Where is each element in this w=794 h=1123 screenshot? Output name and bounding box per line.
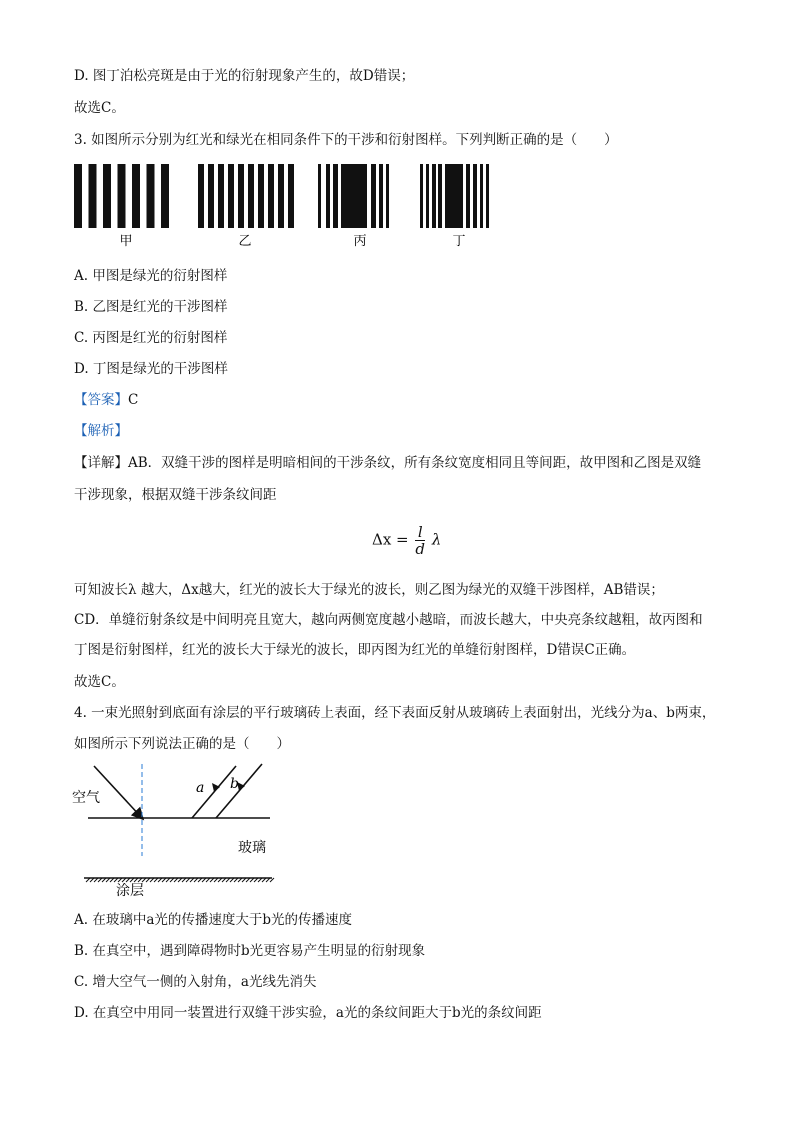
fringe-bar (228, 164, 234, 228)
air-label: 空气 (72, 790, 100, 806)
label-ding: 丁 (452, 234, 466, 249)
fringe-bar (473, 164, 477, 228)
label-yi: 乙 (238, 234, 252, 249)
fringe-bar (466, 164, 470, 228)
glass-label: 玻璃 (238, 840, 266, 856)
fringe-bar (161, 164, 169, 228)
fringe-bar (208, 164, 214, 228)
text-line: D. 图丁泊松亮斑是由于光的衍射现象产生的，故D错误； (74, 68, 415, 84)
option-d: D. 丁图是绿光的干涉图样 (74, 361, 228, 377)
fringe-bars (74, 164, 489, 228)
text-line: 【详解】AB．双缝干涉的图样是明暗相间的干涉条纹，所有条纹宽度相同且等间距，故甲图和乙图是双缝 (74, 455, 702, 471)
fringe-bar (147, 164, 155, 228)
formula-rhs: λ (431, 530, 442, 549)
analysis-tag: 【解析】 (74, 423, 128, 439)
question-4: 4. 一束光照射到底面有涂层的平行玻璃砖上表面，经下表面反射从玻璃砖上表面射出，光线分为a、b两束， (74, 705, 716, 721)
answer-tag: 【答案】 (74, 392, 128, 408)
fringe-bar (74, 164, 82, 228)
option-a: A. 甲图是绿光的衍射图样 (74, 268, 228, 284)
fringe-bar (341, 164, 367, 228)
text-line: CD．单缝衍射条纹是中间明亮且宽大，越向两侧宽度越小越暗，而波长越大，中央亮条纹越粗，故丙图和 (74, 612, 703, 628)
fringe-bar (132, 164, 140, 228)
fringe-bar (258, 164, 264, 228)
fringe-bar (278, 164, 284, 228)
fringe-bar (103, 164, 111, 228)
option-4b: B. 在真空中，遇到障碍物时b光更容易产生明显的衍射现象 (74, 943, 426, 959)
fringe-bar (318, 164, 321, 228)
fringe-bar (218, 164, 224, 228)
question-4-cont: 如图所示下列说法正确的是（ ） (74, 736, 290, 752)
formula-fraction (415, 524, 425, 557)
fringe-bar (288, 164, 294, 228)
fringe-bar (89, 164, 97, 228)
fringe-bar (326, 164, 330, 228)
fringe-bar (420, 164, 423, 228)
ray-b-label: b (230, 776, 239, 792)
answer-value: C (128, 392, 139, 408)
option-4d: D. 在真空中用同一装置进行双缝干涉实验，a光的条纹间距大于b光的条纹间距 (74, 1005, 542, 1021)
fringe-bar (248, 164, 254, 228)
fringe-bar (486, 164, 489, 228)
fringe-bar (480, 164, 483, 228)
option-b: B. 乙图是红光的干涉图样 (74, 299, 228, 315)
glass-brick-figure (68, 760, 278, 900)
text-line: 丁图是衍射图样，红光的波长大于绿光的波长，即丙图为红光的单缝衍射图样，D错误C正确。 (74, 642, 636, 658)
fringe-bar (268, 164, 274, 228)
question-3: 3. 如图所示分别为红光和绿光在相同条件下的干涉和衍射图样。下列判断正确的是（ ） (74, 132, 618, 148)
text-line: 故选C。 (74, 100, 125, 116)
fringe-bar (445, 164, 463, 228)
text-line: 故选C。 (74, 674, 125, 690)
text-line: 干涉现象，根据双缝干涉条纹间距 (74, 487, 277, 503)
fringe-bar (371, 164, 376, 228)
fringe-bar (379, 164, 383, 228)
label-bing: 丙 (353, 234, 367, 249)
option-4c: C. 增大空气一侧的入射角，a光线先消失 (74, 974, 317, 990)
fringe-bar (386, 164, 389, 228)
fringe-figure (70, 160, 510, 250)
fringe-bar (333, 164, 338, 228)
incident-ray (94, 766, 142, 818)
fringe-bar (426, 164, 429, 228)
option-4a: A. 在玻璃中a光的传播速度大于b光的传播速度 (74, 912, 353, 928)
answer-line (74, 390, 138, 410)
fringe-bar (238, 164, 244, 228)
formula-numerator: l (415, 524, 425, 541)
fringe-spacing-formula (372, 524, 441, 557)
ray-a-label: a (196, 780, 205, 796)
fringe-bar (118, 164, 126, 228)
fringe-bar (438, 164, 442, 228)
fringe-bar (432, 164, 436, 228)
text-line: 可知波长λ 越大，Δx越大，红光的波长大于绿光的波长，则乙图为绿光的双缝干涉图样，AB错误； (74, 582, 664, 598)
label-jia: 甲 (119, 234, 133, 249)
coating-label: 涂层 (116, 883, 144, 899)
formula-lhs: Δx = (372, 530, 409, 549)
formula-denominator: d (415, 540, 426, 558)
fringe-bar (198, 164, 204, 228)
option-c: C. 丙图是红光的衍射图样 (74, 330, 228, 346)
